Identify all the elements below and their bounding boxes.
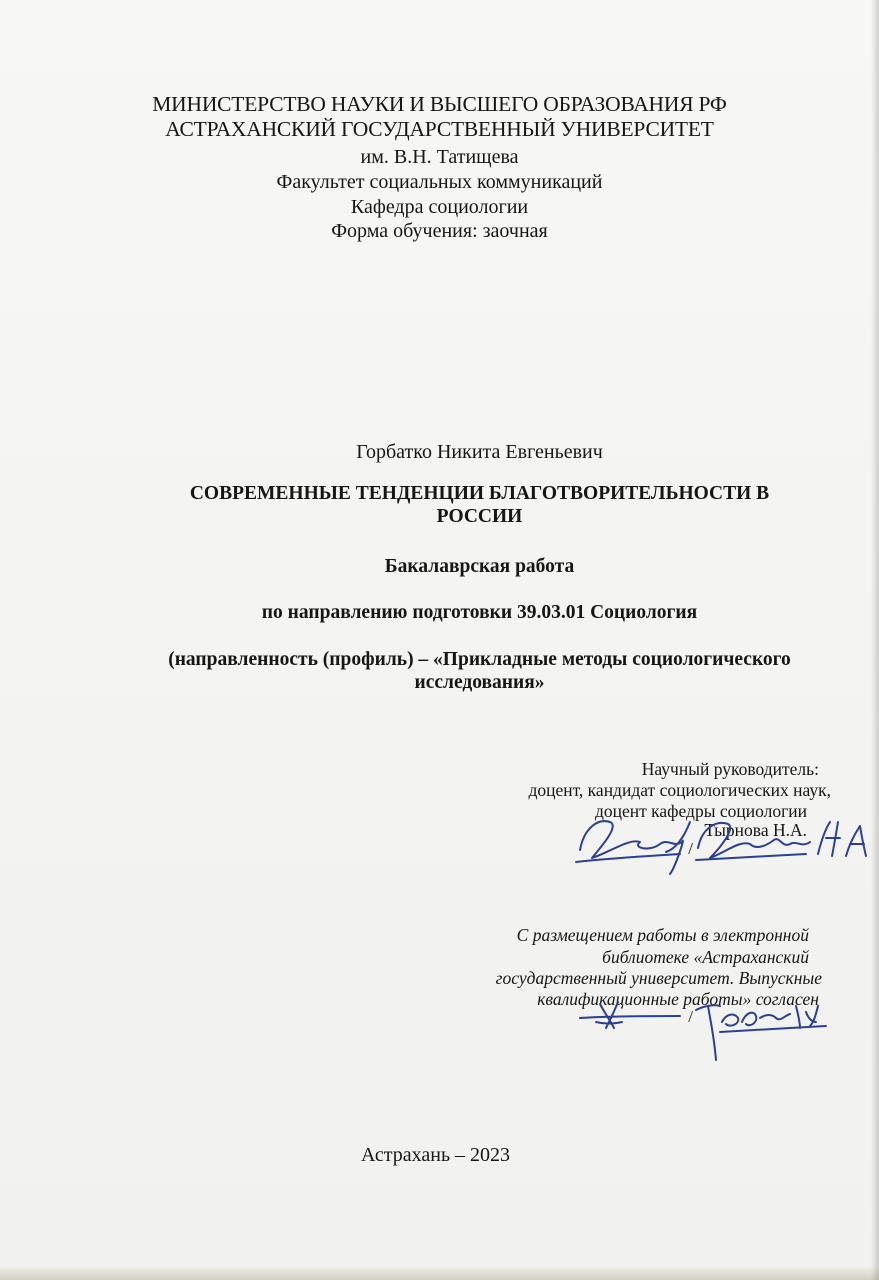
consent-line3: государственный университет. Выпускные xyxy=(495,968,822,988)
author-name: Горбатко Никита Евгеньевич xyxy=(356,441,603,463)
thesis-title-line2: РОССИИ xyxy=(436,506,523,527)
supervisor-name: Тырнова Н.А. xyxy=(704,820,807,840)
profile-line2: исследования» xyxy=(414,672,545,693)
department: Кафедра социологии xyxy=(350,196,529,218)
page-bottom-shadow xyxy=(0,1266,879,1280)
ministry-heading: МИНИСТЕРСТВО НАУКИ И ВЫСШЕГО ОБРАЗОВАНИЯ РФ xyxy=(152,92,727,116)
consent-line1: С размещением работы в электронной xyxy=(516,925,809,945)
profile-line1: (направленность (профиль) – «Прикладные методы социологического xyxy=(168,649,791,670)
named-after: им. В.Н. Татищева xyxy=(360,146,519,168)
supervisor-signature-slash: / xyxy=(688,839,693,858)
consent-line4: квалификационные работы» согласен xyxy=(537,989,819,1009)
consent-signature-slash: / xyxy=(688,1007,693,1026)
study-direction: по направлению подготовки 39.03.01 Социология xyxy=(261,602,698,623)
faculty: Факультет социальных коммуникаций xyxy=(276,171,603,193)
study-form: Форма обучения: заочная xyxy=(331,220,548,242)
university-heading: АСТРАХАНСКИЙ ГОСУДАРСТВЕННЫЙ УНИВЕРСИТЕТ xyxy=(165,117,714,141)
supervisor-position: доцент кафедры социологии xyxy=(595,801,807,821)
thesis-title-line1: СОВРЕМЕННЫЕ ТЕНДЕНЦИИ БЛАГОТВОРИТЕЛЬНОСТИ В xyxy=(189,483,770,504)
supervisor-degree: доцент, кандидат социологических наук, xyxy=(528,780,831,800)
work-type: Бакалаврская работа xyxy=(384,556,575,577)
consent-line2: библиотеке «Астраханский xyxy=(602,947,809,967)
supervisor-signature xyxy=(570,808,870,880)
city-year: Астрахань – 2023 xyxy=(360,1144,511,1166)
supervisor-heading: Научный руководитель: xyxy=(641,759,819,779)
page-edge-shadow xyxy=(871,0,879,1280)
author-signature xyxy=(570,988,840,1068)
